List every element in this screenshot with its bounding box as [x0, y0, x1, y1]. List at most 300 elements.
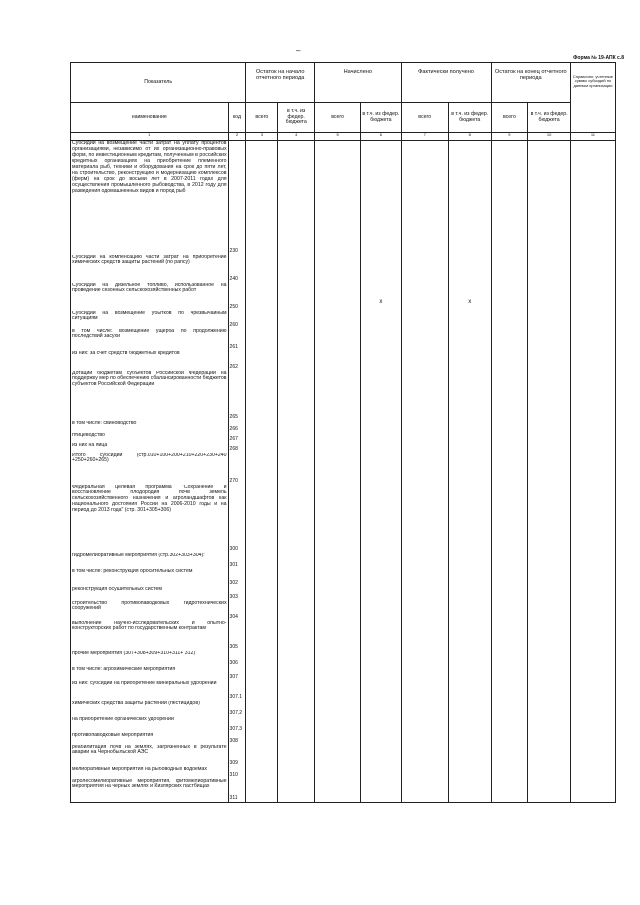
- col-number: 11: [570, 133, 615, 141]
- header-total: всего: [315, 103, 361, 133]
- value-cell[interactable]: [528, 255, 571, 283]
- value-cell[interactable]: [448, 329, 491, 351]
- value-cell[interactable]: [528, 433, 571, 443]
- value-cell[interactable]: [491, 717, 528, 733]
- value-cell[interactable]: [361, 453, 401, 485]
- value-cell[interactable]: [491, 667, 528, 681]
- value-cell[interactable]: [570, 329, 615, 351]
- value-cell[interactable]: [570, 255, 615, 283]
- value-cell[interactable]: [315, 767, 361, 779]
- value-cell[interactable]: [361, 745, 401, 767]
- value-cell[interactable]: [361, 667, 401, 681]
- value-cell[interactable]: [278, 667, 315, 681]
- value-cell[interactable]: [528, 667, 571, 681]
- value-cell[interactable]: [246, 767, 278, 779]
- not-applicable-mark: [362, 745, 399, 755]
- value-cell[interactable]: [570, 779, 615, 803]
- value-cell[interactable]: [315, 745, 361, 767]
- col-number: 1: [71, 133, 229, 141]
- value-cell[interactable]: [401, 421, 448, 433]
- value-cell[interactable]: [528, 453, 571, 485]
- value-cell[interactable]: [401, 569, 448, 587]
- value-cell[interactable]: [570, 421, 615, 433]
- value-cell[interactable]: [401, 667, 448, 681]
- value-cell[interactable]: [528, 283, 571, 311]
- table-row: [71, 421, 616, 433]
- value-cell[interactable]: [448, 453, 491, 485]
- value-cell[interactable]: [448, 485, 491, 553]
- value-cell[interactable]: [491, 745, 528, 767]
- value-cell[interactable]: [491, 255, 528, 283]
- table-row: [71, 443, 616, 453]
- value-cell[interactable]: [448, 621, 491, 651]
- value-cell[interactable]: [448, 701, 491, 717]
- value-cell[interactable]: [491, 311, 528, 329]
- value-cell[interactable]: [401, 681, 448, 701]
- col-number: 3: [246, 133, 278, 141]
- value-cell[interactable]: [491, 553, 528, 569]
- row-name: мелиоративные мероприятия на рыбоводных водоемах: [71, 767, 229, 779]
- value-cell[interactable]: [528, 779, 571, 803]
- value-cell[interactable]: [278, 553, 315, 569]
- not-applicable-mark: [362, 351, 399, 359]
- value-cell[interactable]: [278, 681, 315, 701]
- row-code: 240: [228, 255, 246, 283]
- value-cell[interactable]: [246, 421, 278, 433]
- value-cell[interactable]: [278, 443, 315, 453]
- value-cell[interactable]: [528, 681, 571, 701]
- value-cell[interactable]: [361, 553, 401, 569]
- value-cell[interactable]: [361, 569, 401, 587]
- value-cell[interactable]: [361, 329, 401, 351]
- value-cell[interactable]: [528, 701, 571, 717]
- row-name: прочие мероприятия (307+308+309+310+311+ 312): [71, 651, 229, 667]
- value-cell[interactable]: [315, 569, 361, 587]
- not-applicable-mark: [450, 779, 490, 791]
- value-cell[interactable]: [315, 621, 361, 651]
- value-cell[interactable]: [528, 141, 571, 255]
- row-code: 230: [228, 141, 246, 255]
- value-cell[interactable]: [246, 141, 278, 255]
- not-applicable-mark: [362, 651, 399, 655]
- value-cell[interactable]: [491, 443, 528, 453]
- value-cell[interactable]: [361, 733, 401, 745]
- value-cell[interactable]: [361, 717, 401, 733]
- value-cell[interactable]: [401, 453, 448, 485]
- row-code: 306: [228, 651, 246, 667]
- value-cell[interactable]: [246, 443, 278, 453]
- value-cell[interactable]: [401, 255, 448, 283]
- value-cell[interactable]: [570, 553, 615, 569]
- value-cell[interactable]: [448, 255, 491, 283]
- value-cell[interactable]: [278, 255, 315, 283]
- value-cell[interactable]: [448, 717, 491, 733]
- value-cell[interactable]: [448, 433, 491, 443]
- value-cell[interactable]: [448, 779, 491, 803]
- value-cell[interactable]: [570, 371, 615, 421]
- value-cell[interactable]: [401, 587, 448, 601]
- value-cell[interactable]: [315, 779, 361, 803]
- value-cell[interactable]: [448, 421, 491, 433]
- value-cell[interactable]: [401, 733, 448, 745]
- not-applicable-mark: [362, 485, 399, 541]
- value-cell[interactable]: [401, 311, 448, 329]
- value-cell[interactable]: [361, 651, 401, 667]
- value-cell[interactable]: [361, 443, 401, 453]
- value-cell[interactable]: [570, 433, 615, 443]
- value-cell[interactable]: [528, 621, 571, 651]
- value-cell[interactable]: [528, 329, 571, 351]
- form-label: Форма № 19-АПК с.8: [573, 55, 624, 61]
- value-cell[interactable]: [246, 779, 278, 803]
- value-cell[interactable]: [401, 553, 448, 569]
- value-cell[interactable]: [315, 311, 361, 329]
- value-cell[interactable]: [278, 779, 315, 803]
- value-cell[interactable]: [246, 733, 278, 745]
- value-cell[interactable]: [401, 701, 448, 717]
- value-cell[interactable]: [246, 681, 278, 701]
- value-cell[interactable]: [278, 651, 315, 667]
- not-applicable-mark: [362, 601, 399, 609]
- page-number-mark: –: [296, 46, 301, 55]
- value-cell[interactable]: [315, 255, 361, 283]
- table-row: [71, 651, 616, 667]
- not-applicable-mark: [450, 587, 490, 589]
- value-cell[interactable]: [246, 553, 278, 569]
- value-cell[interactable]: [448, 351, 491, 371]
- value-cell[interactable]: [315, 283, 361, 311]
- table-row: [71, 681, 616, 701]
- value-cell[interactable]: [448, 745, 491, 767]
- value-cell[interactable]: [315, 141, 361, 255]
- value-cell[interactable]: [528, 421, 571, 433]
- not-applicable-mark: [362, 329, 399, 339]
- not-applicable-mark: [450, 141, 490, 243]
- row-name: агролесомелиоративные мероприятия, фитомелиоративные мероприятия на черных землях и Кизлярских пастбищах: [71, 779, 229, 803]
- row-name: в том числе: свиноводство: [71, 421, 229, 433]
- value-cell[interactable]: [278, 485, 315, 553]
- value-cell[interactable]: [570, 667, 615, 681]
- value-cell[interactable]: [401, 779, 448, 803]
- value-cell[interactable]: [491, 767, 528, 779]
- table-row: [71, 733, 616, 745]
- value-cell[interactable]: [401, 745, 448, 767]
- value-cell[interactable]: [570, 283, 615, 311]
- value-cell[interactable]: [361, 779, 401, 803]
- value-cell[interactable]: [278, 433, 315, 443]
- row-code: 250: [228, 283, 246, 311]
- value-cell[interactable]: [528, 485, 571, 553]
- value-cell[interactable]: [448, 371, 491, 421]
- value-cell[interactable]: [570, 485, 615, 553]
- value-cell[interactable]: [278, 569, 315, 587]
- value-cell[interactable]: [246, 351, 278, 371]
- value-cell[interactable]: [448, 553, 491, 569]
- value-cell[interactable]: [278, 329, 315, 351]
- value-cell[interactable]: [401, 621, 448, 651]
- value-cell[interactable]: [278, 745, 315, 767]
- value-cell[interactable]: [491, 701, 528, 717]
- value-cell[interactable]: [361, 701, 401, 717]
- value-cell[interactable]: [528, 767, 571, 779]
- value-cell[interactable]: [528, 745, 571, 767]
- value-cell[interactable]: [491, 329, 528, 351]
- col-number: 10: [528, 133, 571, 141]
- value-cell[interactable]: [315, 485, 361, 553]
- table-row: [71, 717, 616, 733]
- row-name: Субсидии на дизельное топливо, использованное на проведение сезонных сельскохозяйственных работ: [71, 283, 229, 311]
- value-cell[interactable]: [278, 767, 315, 779]
- col-number: 2: [228, 133, 246, 141]
- value-cell[interactable]: [246, 453, 278, 485]
- value-cell[interactable]: [278, 371, 315, 421]
- value-cell[interactable]: [246, 329, 278, 351]
- col-number: 6: [361, 133, 401, 141]
- value-cell[interactable]: [315, 433, 361, 443]
- value-cell[interactable]: [570, 717, 615, 733]
- value-cell[interactable]: [315, 601, 361, 621]
- value-cell[interactable]: [361, 433, 401, 443]
- value-cell[interactable]: [528, 651, 571, 667]
- value-cell[interactable]: [448, 283, 491, 311]
- value-cell[interactable]: [491, 421, 528, 433]
- header-total: всего: [401, 103, 448, 133]
- value-cell[interactable]: [315, 681, 361, 701]
- value-cell[interactable]: [315, 443, 361, 453]
- header-fed: в т.ч. из федер. бюджета: [528, 103, 571, 133]
- table-row: [71, 329, 616, 351]
- value-cell[interactable]: [361, 421, 401, 433]
- value-cell[interactable]: [570, 311, 615, 329]
- value-cell[interactable]: [278, 421, 315, 433]
- row-name: в том числе: агрохимические мероприятия: [71, 667, 229, 681]
- value-cell[interactable]: [401, 651, 448, 667]
- value-cell[interactable]: [246, 371, 278, 421]
- value-cell[interactable]: [246, 255, 278, 283]
- not-applicable-mark: [450, 329, 490, 339]
- value-cell[interactable]: [448, 767, 491, 779]
- not-applicable-mark: [362, 701, 399, 705]
- value-cell[interactable]: [448, 651, 491, 667]
- value-cell[interactable]: [491, 587, 528, 601]
- value-cell[interactable]: [246, 651, 278, 667]
- value-cell[interactable]: [570, 453, 615, 485]
- value-cell[interactable]: [361, 621, 401, 651]
- not-applicable-mark: [362, 141, 399, 243]
- value-cell[interactable]: [491, 371, 528, 421]
- value-cell[interactable]: [246, 283, 278, 311]
- value-cell[interactable]: [361, 311, 401, 329]
- value-cell[interactable]: [570, 141, 615, 255]
- value-cell[interactable]: [361, 371, 401, 421]
- value-cell[interactable]: [401, 443, 448, 453]
- value-cell[interactable]: [528, 371, 571, 421]
- row-name: химических средства защиты растений (пестицидов): [71, 701, 229, 717]
- value-cell[interactable]: [315, 553, 361, 569]
- row-name: гидромелиоративные мероприятия (стр.302+303+304):: [71, 553, 229, 569]
- value-cell[interactable]: [278, 621, 315, 651]
- value-cell[interactable]: [570, 621, 615, 651]
- value-cell[interactable]: [570, 767, 615, 779]
- value-cell[interactable]: [315, 717, 361, 733]
- value-cell[interactable]: [491, 141, 528, 255]
- not-applicable-mark: [362, 667, 399, 669]
- value-cell[interactable]: [361, 283, 401, 311]
- value-cell[interactable]: [528, 311, 571, 329]
- value-cell[interactable]: [361, 255, 401, 283]
- value-cell[interactable]: [401, 601, 448, 621]
- value-cell[interactable]: [570, 351, 615, 371]
- value-cell[interactable]: [528, 351, 571, 371]
- row-name: строительство противопаводковых гидротехнических сооружений: [71, 601, 229, 621]
- value-cell[interactable]: [448, 667, 491, 681]
- table-row: [71, 553, 616, 569]
- value-cell[interactable]: [491, 621, 528, 651]
- value-cell[interactable]: [528, 601, 571, 621]
- value-cell[interactable]: [278, 283, 315, 311]
- value-cell[interactable]: [491, 485, 528, 553]
- value-cell[interactable]: [246, 485, 278, 553]
- value-cell[interactable]: [570, 745, 615, 767]
- value-cell[interactable]: [315, 667, 361, 681]
- value-cell[interactable]: [491, 283, 528, 311]
- value-cell[interactable]: [278, 351, 315, 371]
- value-cell[interactable]: [315, 587, 361, 601]
- row-name: Дотации бюджетам субъектов Российской Федерации на поддержку мер по обеспечению сбалансированности бюджетов субъектов Российской Федерации: [71, 371, 229, 421]
- row-code: 265: [228, 371, 246, 421]
- value-cell[interactable]: [315, 329, 361, 351]
- value-cell[interactable]: [401, 717, 448, 733]
- value-cell[interactable]: [448, 443, 491, 453]
- row-code: 262: [228, 351, 246, 371]
- value-cell[interactable]: [448, 569, 491, 587]
- not-applicable-mark: [362, 371, 399, 409]
- value-cell[interactable]: [491, 681, 528, 701]
- value-cell[interactable]: [246, 701, 278, 717]
- value-cell[interactable]: [570, 651, 615, 667]
- value-cell[interactable]: [278, 587, 315, 601]
- value-cell[interactable]: [491, 733, 528, 745]
- value-cell[interactable]: [401, 329, 448, 351]
- value-cell[interactable]: [528, 733, 571, 745]
- row-code: 311: [228, 779, 246, 803]
- row-code: 300: [228, 485, 246, 553]
- row-code: 266: [228, 421, 246, 433]
- row-name: в том числе: реконструкция оросительных систем: [71, 569, 229, 587]
- row-name: из них на яйца: [71, 443, 229, 453]
- header-fed: в т.ч. из федер. бюджета: [361, 103, 401, 133]
- value-cell[interactable]: [246, 569, 278, 587]
- value-cell[interactable]: [448, 681, 491, 701]
- value-cell[interactable]: [528, 553, 571, 569]
- value-cell[interactable]: [361, 351, 401, 371]
- value-cell[interactable]: [448, 311, 491, 329]
- value-cell[interactable]: [570, 443, 615, 453]
- value-cell[interactable]: [528, 569, 571, 587]
- value-cell[interactable]: [246, 311, 278, 329]
- table-row: [71, 569, 616, 587]
- row-code: 307.1: [228, 681, 246, 701]
- value-cell[interactable]: [361, 485, 401, 553]
- value-cell[interactable]: [570, 601, 615, 621]
- value-cell[interactable]: [570, 681, 615, 701]
- value-cell[interactable]: [570, 587, 615, 601]
- value-cell[interactable]: [491, 779, 528, 803]
- value-cell[interactable]: [315, 733, 361, 745]
- value-cell[interactable]: [278, 701, 315, 717]
- value-cell[interactable]: [401, 485, 448, 553]
- value-cell[interactable]: [448, 601, 491, 621]
- value-cell[interactable]: [361, 587, 401, 601]
- row-name: реконструкция осушительных систем: [71, 587, 229, 601]
- row-code: 307.2: [228, 701, 246, 717]
- value-cell[interactable]: [491, 351, 528, 371]
- value-cell[interactable]: [315, 351, 361, 371]
- table-row: [71, 601, 616, 621]
- row-name: Субсидии на компенсацию части затрат на приобретение химических средств защиты растений (по рапсу): [71, 255, 229, 283]
- header-received: Фактически получено: [401, 63, 491, 103]
- value-cell[interactable]: [315, 371, 361, 421]
- value-cell[interactable]: [278, 453, 315, 485]
- value-cell[interactable]: [570, 701, 615, 717]
- value-cell[interactable]: [401, 141, 448, 255]
- value-cell[interactable]: [361, 601, 401, 621]
- value-cell[interactable]: [491, 601, 528, 621]
- value-cell[interactable]: [570, 733, 615, 745]
- value-cell[interactable]: [401, 433, 448, 443]
- value-cell[interactable]: [491, 651, 528, 667]
- value-cell[interactable]: [448, 587, 491, 601]
- value-cell[interactable]: [246, 601, 278, 621]
- value-cell[interactable]: [246, 621, 278, 651]
- value-cell[interactable]: [246, 745, 278, 767]
- value-cell[interactable]: [361, 141, 401, 255]
- value-cell[interactable]: [491, 453, 528, 485]
- value-cell[interactable]: [315, 421, 361, 433]
- value-cell[interactable]: [361, 681, 401, 701]
- not-applicable-mark: [450, 601, 490, 609]
- value-cell[interactable]: [278, 733, 315, 745]
- value-cell[interactable]: [491, 433, 528, 443]
- value-cell[interactable]: [278, 311, 315, 329]
- value-cell[interactable]: [528, 443, 571, 453]
- table-row: [71, 311, 616, 329]
- value-cell[interactable]: [246, 433, 278, 443]
- value-cell[interactable]: [361, 767, 401, 779]
- value-cell[interactable]: [315, 453, 361, 485]
- row-name: реабилитация почв на землях, загрязненных в результате аварии на Чернобыльской АЭС: [71, 745, 229, 767]
- col-number: 9: [491, 133, 528, 141]
- value-cell[interactable]: [448, 141, 491, 255]
- value-cell[interactable]: [528, 587, 571, 601]
- value-cell[interactable]: [570, 569, 615, 587]
- value-cell[interactable]: [315, 651, 361, 667]
- value-cell[interactable]: [528, 717, 571, 733]
- value-cell[interactable]: [401, 351, 448, 371]
- value-cell[interactable]: [278, 717, 315, 733]
- value-cell[interactable]: [401, 767, 448, 779]
- value-cell[interactable]: [246, 587, 278, 601]
- value-cell[interactable]: [246, 667, 278, 681]
- value-cell[interactable]: [448, 733, 491, 745]
- value-cell[interactable]: [278, 601, 315, 621]
- value-cell[interactable]: [246, 717, 278, 733]
- value-cell[interactable]: [315, 701, 361, 717]
- value-cell[interactable]: [278, 141, 315, 255]
- value-cell[interactable]: [401, 283, 448, 311]
- value-cell[interactable]: [401, 371, 448, 421]
- value-cell[interactable]: [491, 569, 528, 587]
